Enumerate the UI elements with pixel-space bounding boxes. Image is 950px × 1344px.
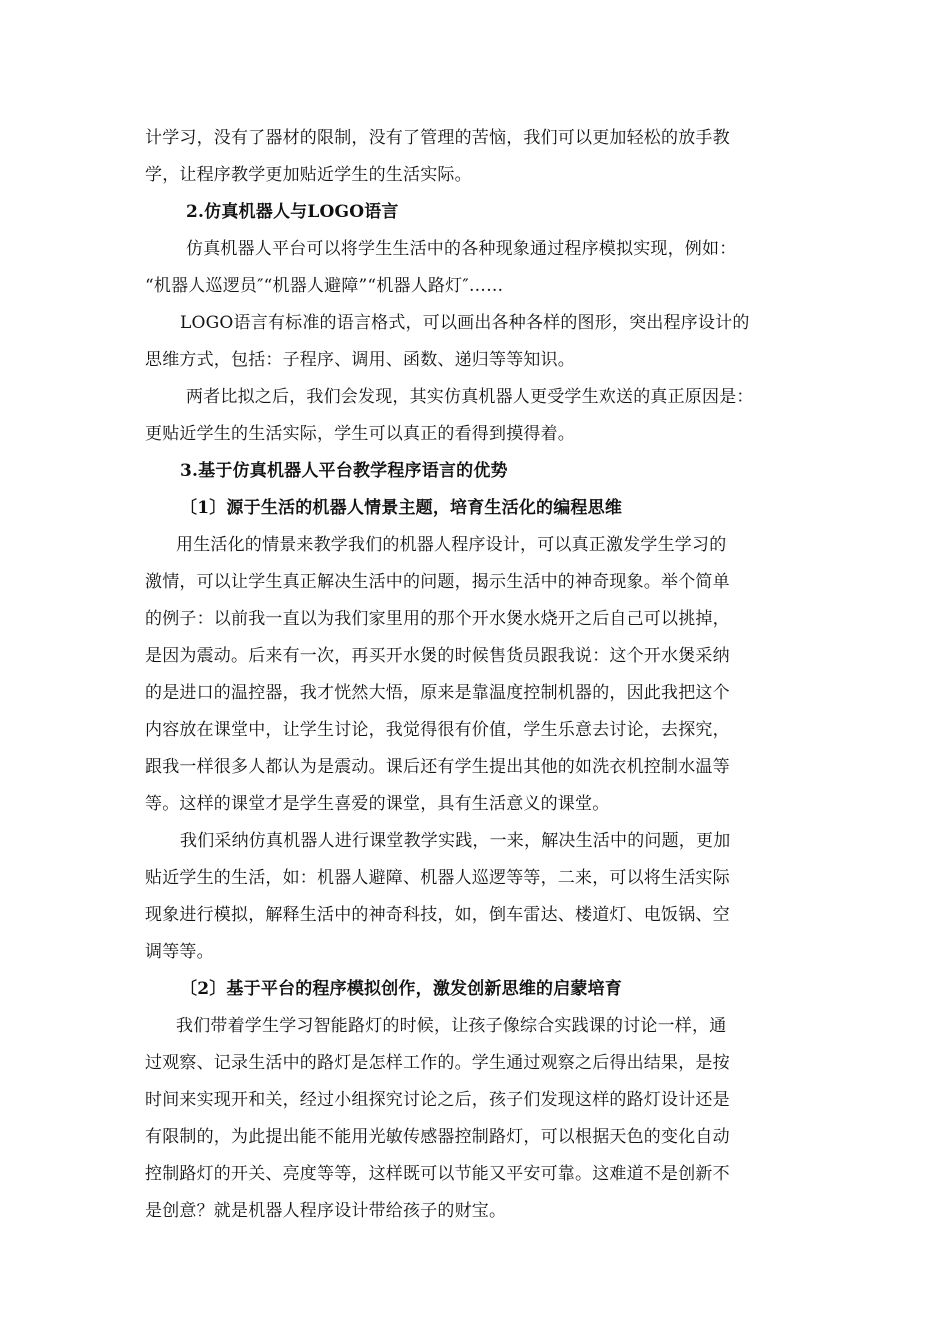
paragraph-line: 的是进口的温控器，我才恍然大悟，原来是靠温度控制机器的，因此我把这个 [145, 683, 730, 703]
paragraph-line: 跟我一样很多人都认为是震动。课后还有学生提出其他的如洗衣机控制水温等 [145, 757, 730, 777]
paragraph-line: 我们带着学生学习智能路灯的时候，让孩子像综合实践课的讨论一样，通 [176, 1016, 727, 1036]
paragraph-line: 内容放在课堂中，让学生讨论，我觉得很有价值，学生乐意去讨论，去探究， [145, 720, 730, 740]
paragraph-line: 的例子：以前我一直以为我们家里用的那个开水煲水烧开之后自己可以挑掉， [145, 609, 730, 629]
paragraph-line: 等。这样的课堂才是学生喜爱的课堂，具有生活意义的课堂。 [145, 794, 610, 814]
subsection-heading: 〔1〕源于生活的机器人情景主题，培育生活化的编程思维 [180, 498, 623, 518]
paragraph-line: 调等等。 [145, 942, 214, 962]
paragraph-line: 时间来实现开和关，经过小组探究讨论之后，孩子们发现这样的路灯设计还是 [145, 1090, 730, 1110]
paragraph-line: 用生活化的情景来教学我们的机器人程序设计，可以真正激发学生学习的 [176, 535, 727, 555]
paragraph-line: 是创意？就是机器人程序设计带给孩子的财宝。 [145, 1201, 507, 1221]
paragraph-line: 贴近学生的生活，如：机器人避障、机器人巡逻等等，二来，可以将生活实际 [145, 868, 730, 888]
paragraph-line: 仿真机器人平台可以将学生生活中的各种现象通过程序模拟实现，例如： [186, 239, 737, 259]
paragraph-line: 激情，可以让学生真正解决生活中的问题，揭示生活中的神奇现象。举个简单 [145, 572, 730, 592]
paragraph-line: LOGO语言有标准的语言格式，可以画出各种各样的图形，突出程序设计的 [180, 313, 750, 333]
section-heading: 3.基于仿真机器人平台教学程序语言的优势 [180, 461, 508, 481]
paragraph-line: 计学习，没有了器材的限制，没有了管理的苦恼，我们可以更加轻松的放手教 [145, 128, 730, 148]
paragraph-line: 是因为震动。后来有一次，再买开水煲的时候售货员跟我说：这个开水煲采纳 [145, 646, 730, 666]
paragraph-line: 过观察、记录生活中的路灯是怎样工作的。学生通过观察之后得出结果，是按 [145, 1053, 730, 1073]
paragraph-line: 更贴近学生的生活实际，学生可以真正的看得到摸得着。 [145, 424, 575, 444]
paragraph-line: 两者比拟之后，我们会发现，其实仿真机器人更受学生欢送的真正原因是： [186, 387, 754, 407]
paragraph-line: 现象进行模拟，解释生活中的神奇科技，如，倒车雷达、楼道灯、电饭锅、空 [145, 905, 730, 925]
paragraph-line: 学，让程序教学更加贴近学生的生活实际。 [145, 165, 472, 185]
paragraph-line: 我们采纳仿真机器人进行课堂教学实践，一来，解决生活中的问题，更加 [180, 831, 731, 851]
subsection-heading: 〔2〕基于平台的程序模拟创作，激发创新思维的启蒙培育 [180, 979, 623, 999]
paragraph-line: “机器人巡逻员″“机器人避障”“机器人路灯″…… [145, 276, 504, 296]
section-heading: 2.仿真机器人与LOGO语言 [186, 202, 399, 222]
paragraph-line: 思维方式，包括：子程序、调用、函数、递归等等知识。 [145, 350, 575, 370]
paragraph-line: 有限制的，为此提出能不能用光敏传感器控制路灯，可以根据天色的变化自动 [145, 1127, 730, 1147]
paragraph-line: 控制路灯的开关、亮度等等，这样既可以节能又平安可靠。这难道不是创新不 [145, 1164, 730, 1184]
